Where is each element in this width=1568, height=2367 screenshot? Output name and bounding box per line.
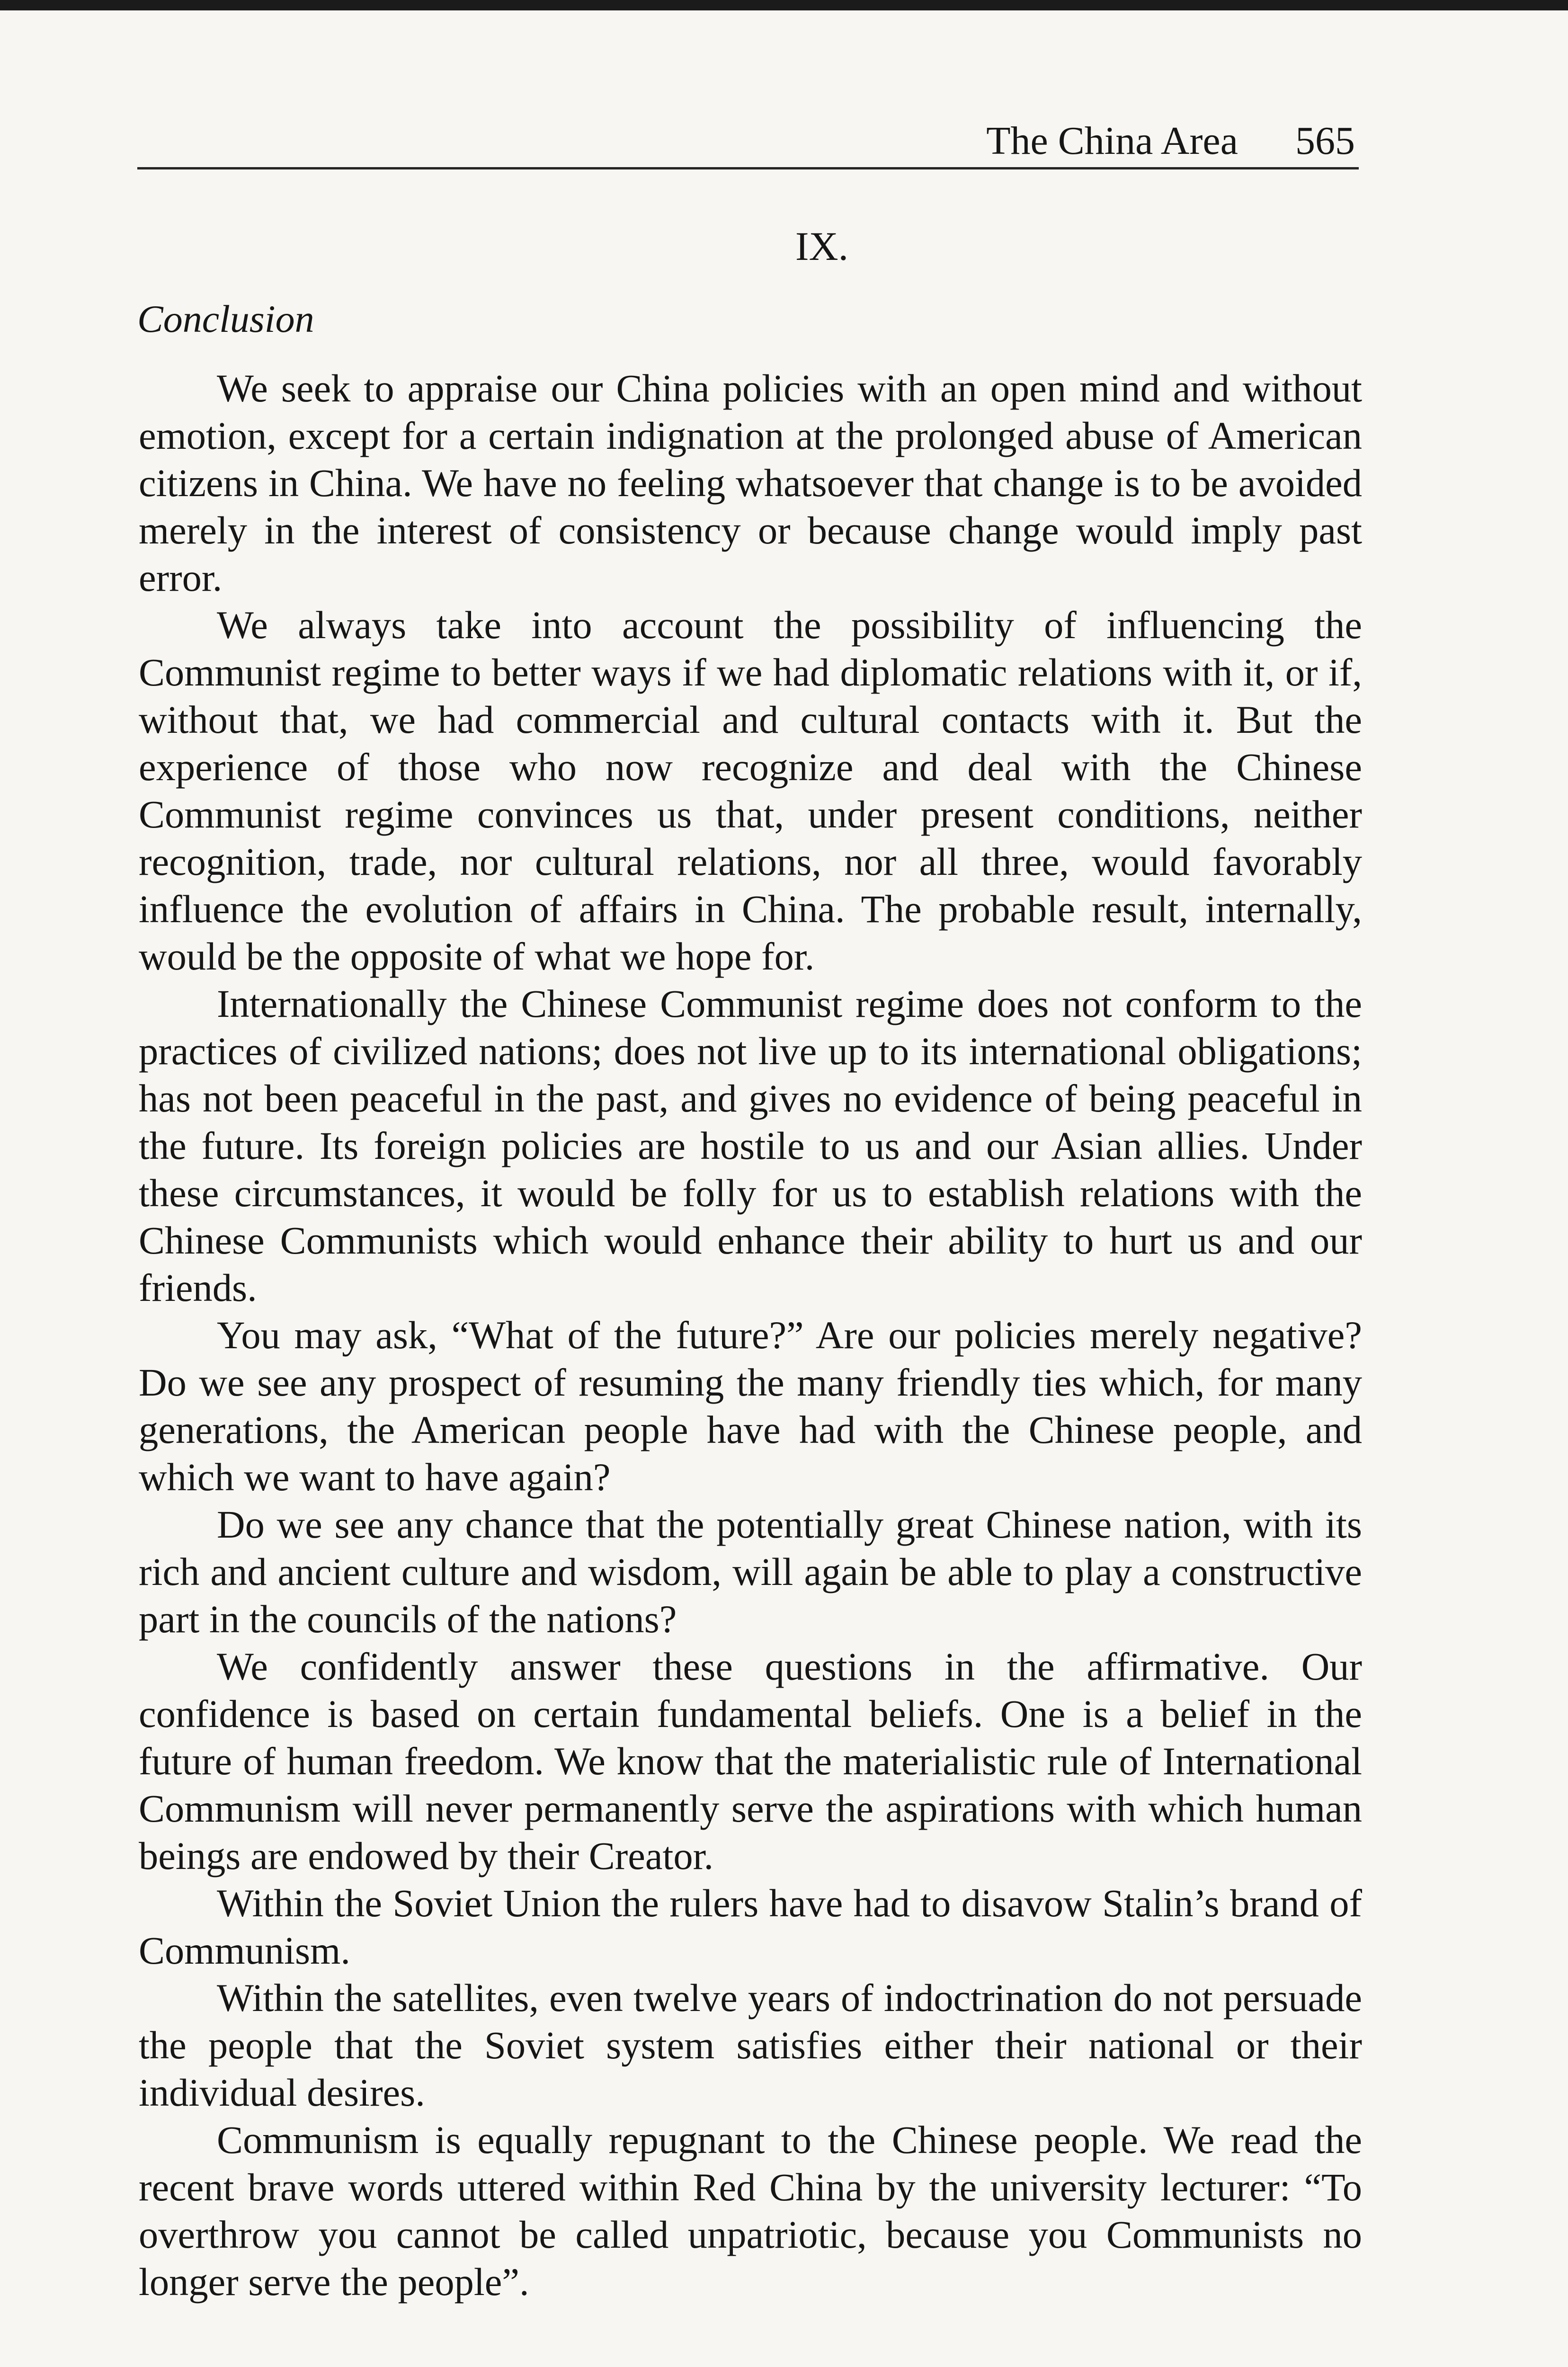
body-text [139,365,1362,2305]
paragraph: We always take into account the possibility of influencing the Communist regime to better ways if we had diplomatic relations with it, or if, without that, we had commercial and cultural contacts with it. But the experience of those who now recognize and deal with the Chinese Communist regime convinces us that, under present conditions, neither recognition, trade, nor cultural relations, nor all three, would favorably influence the evolution of affairs in China. The probable result, internally, would be the opposite of what we hope for. [139,603,1362,978]
paragraph: We confidently answer these questions in the affirmative. Our confidence is based on certain fundamental beliefs. One is a belief in the future of human freedom. We know that the materialistic rule of International Communism will never permanently serve the aspirations with which human beings are endowed by their Creator. [139,1645,1362,1878]
page-number: 565 [1295,119,1355,163]
running-header [137,117,1359,169]
paragraph: Do we see any chance that the potentially great Chinese nation, with its rich and ancient culture and wisdom, will again be able to play a constructive part in the councils of the nations? [139,1503,1362,1641]
running-title: The China Area [986,119,1238,163]
paragraph: Within the satellites, even twelve years of indoctrination do not persuade the people that the Soviet system satisfies either their national or their individual desires. [139,1976,1362,2114]
section-number: IX. [795,223,849,269]
paragraph: We seek to appraise our China policies with an open mind and without emotion, except for a certain indignation at the prolonged abuse of American citizens in China. We have no feeling whatsoever that change is to be avoided merely in the interest of consistency or because change would imply past error. [139,366,1362,599]
paragraph: Internationally the Chinese Communist regime does not conform to the practices of civilized nations; does not live up to its international obligations; has not been peaceful in the past, and gives no evidence of being peaceful in the future. Its foreign policies are hostile to us and our Asian allies. Under these circumstances, it would be folly for us to establish relations with the Chinese Communists which would enhance their ability to hurt us and our friends. [139,982,1362,1309]
page-top-edge [0,0,1568,10]
paragraph: You may ask, “What of the future?” Are our policies merely negative? Do we see any prospect of resuming the many friendly ties which, for many generations, the American people have had with the Chinese people, and which we want to have again? [139,1313,1362,1499]
paragraph: Communism is equally repugnant to the Chinese people. We read the recent brave words uttered within Red China by the university lecturer: “To overthrow you cannot be called unpatriotic, because you Communists no longer serve the people”. [139,2118,1362,2304]
paragraph: Within the Soviet Union the rulers have had to disavow Stalin’s brand of Communism. [139,1881,1362,1972]
section-title: Conclusion [137,297,314,340]
